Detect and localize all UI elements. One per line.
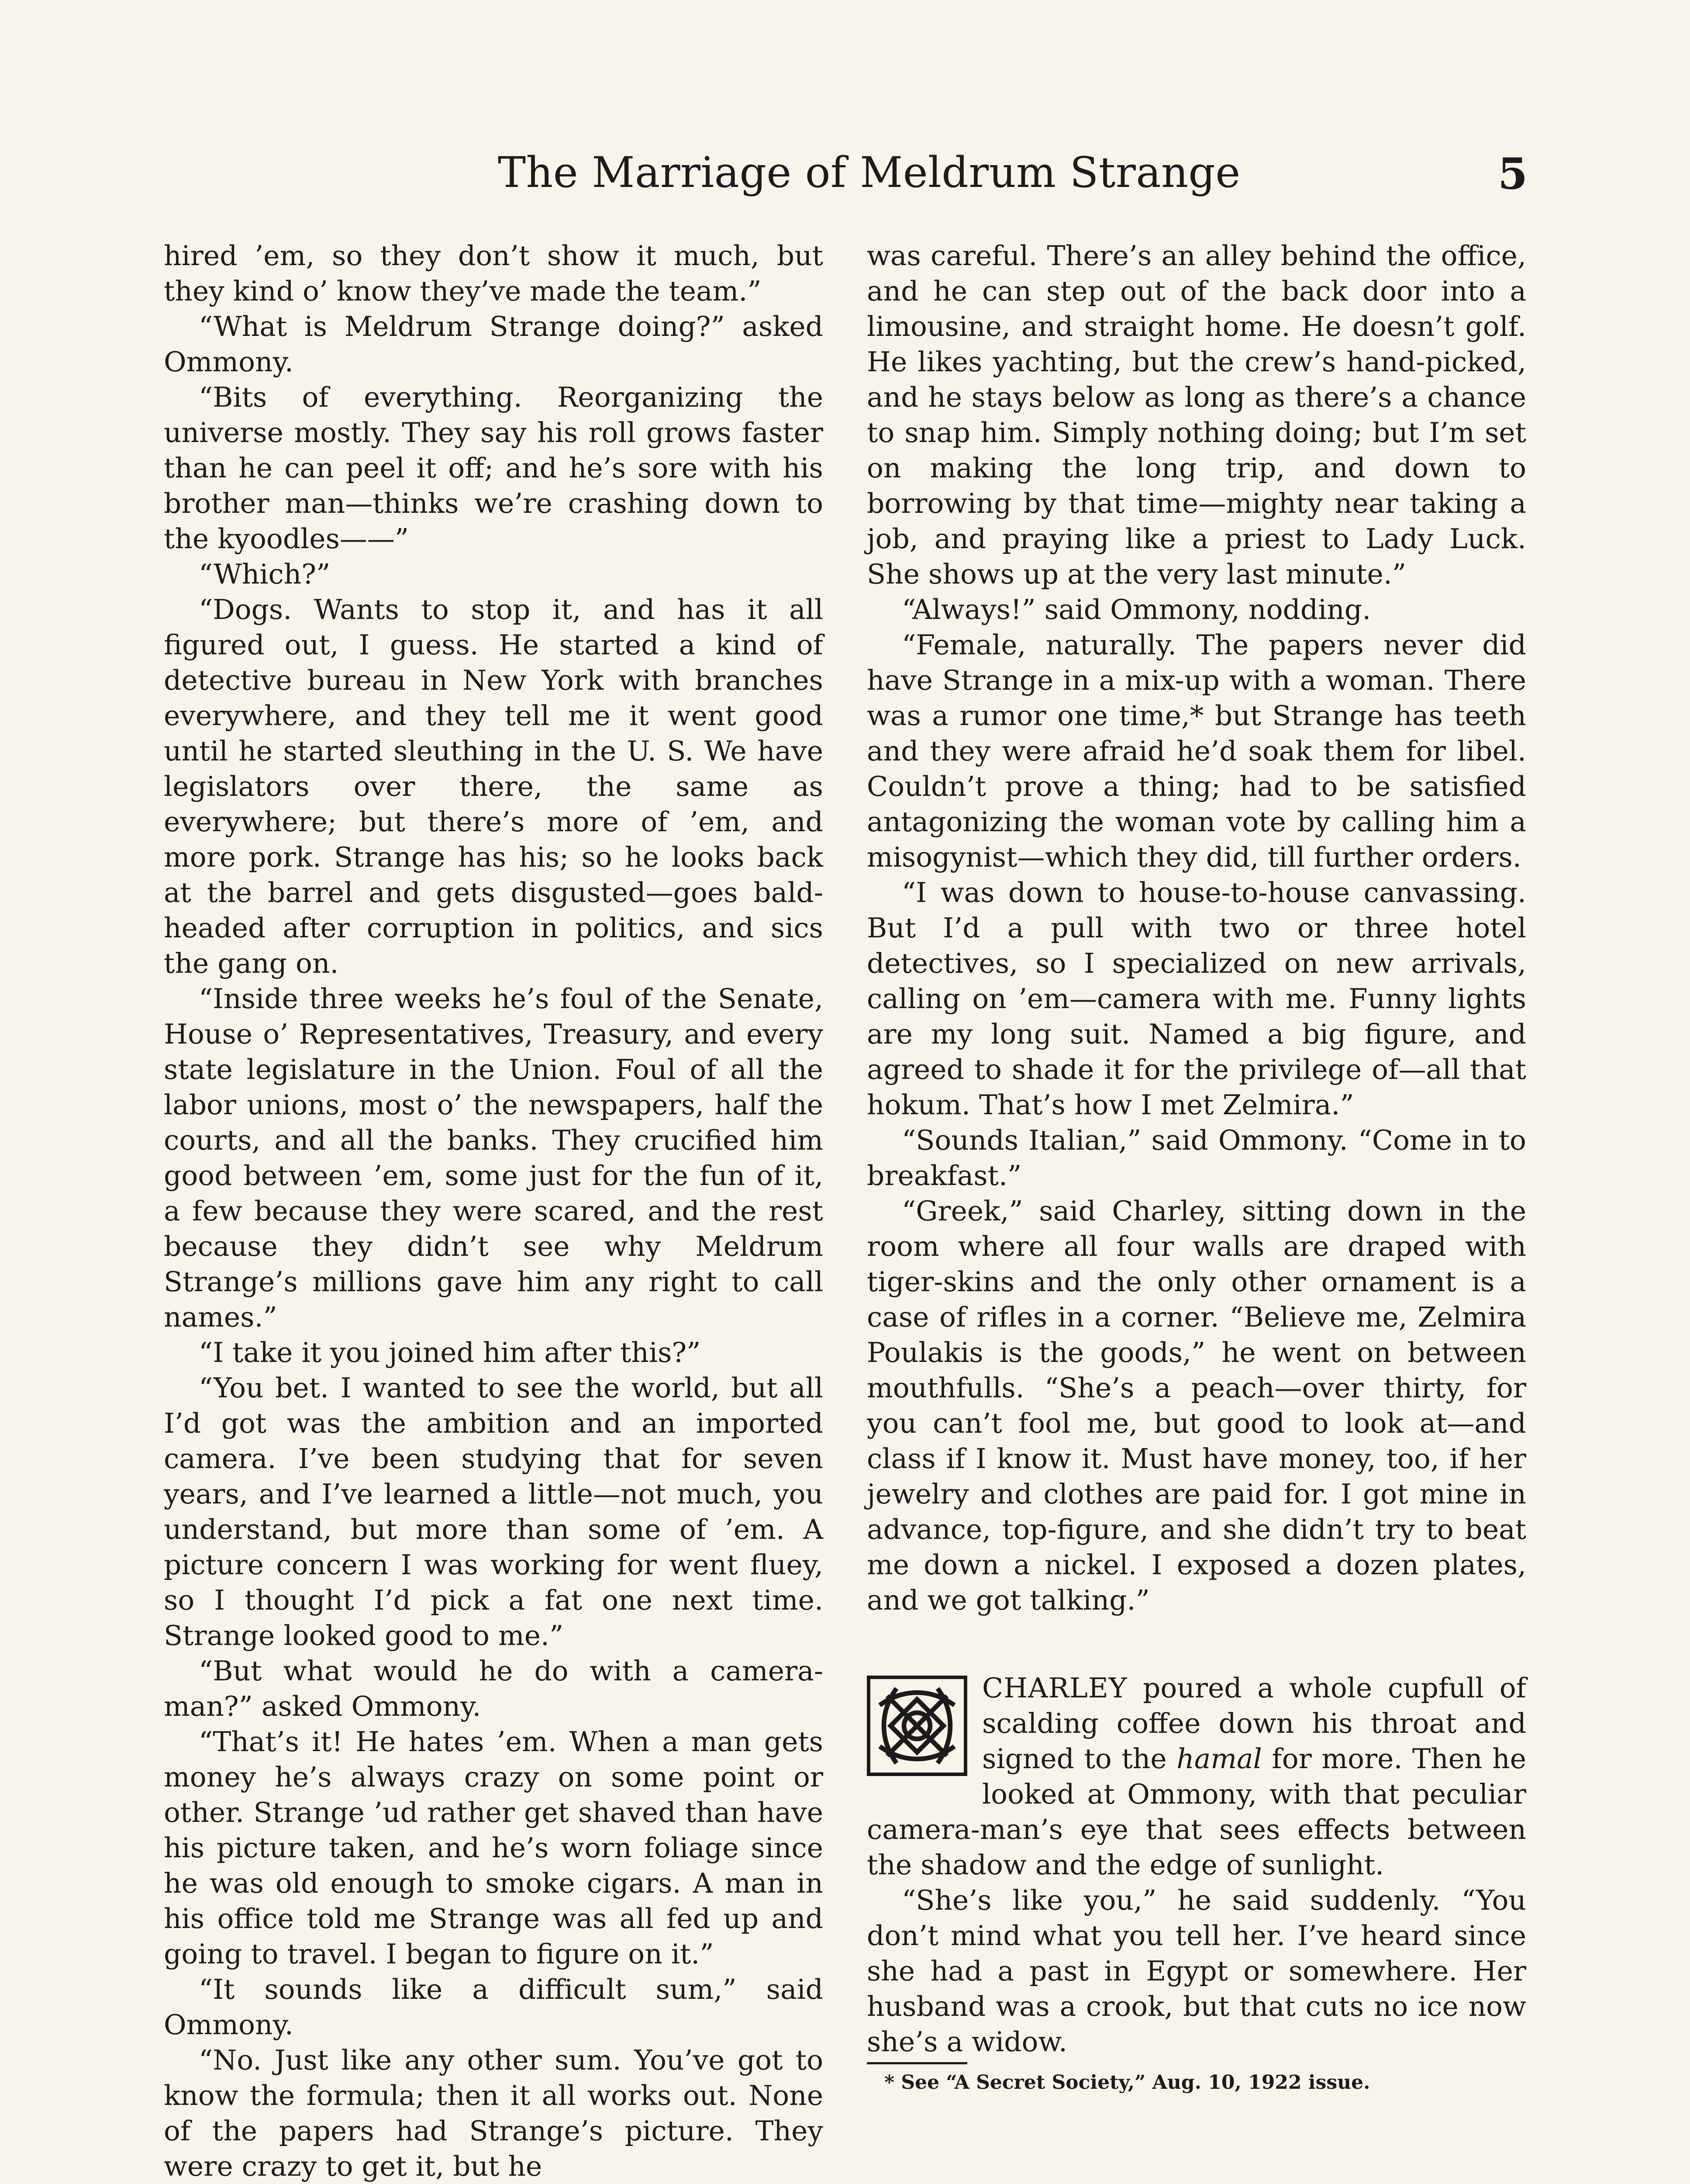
- page-number: 5: [1498, 149, 1528, 199]
- paragraph: “She’s like you,” he said suddenly. “You don’t mind what you tell her. I’ve heard since she had a past in Egypt or somewhere. Her husband was a crook, but that cuts no ice now she’s a widow.: [867, 1884, 1526, 2058]
- paragraph: “No. Just like any other sum. You’ve got to know the formula; then it all works out. None of the papers had Strange’s picture. They were crazy to get it, but he: [164, 2044, 823, 2182]
- section-lead-text-end: for more. Then he looked at Ommony, with that peculiar camera-man’s eye that sees effects between the shadow and the edge of sunlight.: [867, 1743, 1527, 1881]
- running-title: The Marriage of Meldrum Strange: [498, 148, 1241, 197]
- right-column: [867, 238, 1526, 2095]
- paragraph: “But what would he do with a camera-man?” asked Ommony.: [164, 1655, 823, 1722]
- paragraph: “It sounds like a difficult sum,” said Ommony.: [164, 1973, 823, 2041]
- footnote-rule: [867, 2062, 967, 2064]
- paragraph: was careful. There’s an alley behind the office, and he can step out of the back door into a limousine, and straight home. He doesn’t golf. He likes yachting, but the crew’s hand-picked, and he stays below as long as there’s a chance to snap him. Simply nothing doing; but I’m set on making the long trip, and down to borrowing by that time—mighty near taking a job, and praying like a priest to Lady Luck. She shows up at the very last minute.”: [867, 240, 1526, 590]
- paragraph: “Dogs. Wants to stop it, and has it all figured out, I guess. He started a kind of detective bureau in New York with branches everywhere, and they tell me it went good until he started sleuthing in the U. S. We have legislators over there, the same as everywhere; but there’s more of ’em, and more pork. Strange has his; so he looks back at the barrel and gets disgusted—goes bald-headed after corruption in politics, and sics the gang on.: [164, 594, 823, 979]
- section-break: [867, 1670, 1526, 1883]
- footnote: * See “A Secret Society,” Aug. 10, 1922 issue.: [884, 2071, 1370, 2094]
- paragraph: “You bet. I wanted to see the world, but all I’d got was the ambition and an imported camera. I’ve been studying that for seven years, and I’ve learned a little—not much, you understand, but more than some of ’em. A picture concern I was working for went fluey, so I thought I’d pick a fat one next time. Strange looked good to me.”: [164, 1372, 823, 1652]
- paragraph: “Always!” said Ommony, nodding.: [902, 594, 1371, 625]
- running-head: [0, 144, 1690, 201]
- paragraph: “Bits of everything. Reorganizing the universe mostly. They say his roll grows faster than he can peel it off; and he’s sore with his brother man—thinks we’re crashing down to the kyoodles——”: [164, 381, 823, 555]
- section-lead-word: CHARLEY: [982, 1672, 1128, 1704]
- section-lead-italic: hamal: [1176, 1743, 1262, 1775]
- paragraph: “I take it you joined him after this?”: [199, 1337, 701, 1368]
- paragraph: “Greek,” said Charley, sitting down in the room where all four walls are draped with tiger-skins and the only other ornament is a case of rifles in a corner. “Believe me, Zelmira Poulakis is the goods,” he went on between mouthfulls. “She’s a peach—over thirty, for you can’t fool me, but good to look at—and class if I know it. Must have money, too, if her jewelry and clothes are paid for. I got mine in advance, top-figure, and she didn’t try to beat me down a nickel. I exposed a dozen plates, and we got talking.”: [867, 1195, 1526, 1616]
- section-lead-text: poured a whole cupfull of scalding coffee down his throat and signed to the: [982, 1672, 1526, 1775]
- paragraph: “That’s it! He hates ’em. When a man gets money he’s always crazy on some point or other. Strange ’ud rather get shaved than have his picture taken, and he’s worn foliage since he was old enough to smoke cigars. A man in his office told me Strange was all fed up and going to travel. I began to figure on it.”: [164, 1726, 823, 1970]
- knot-glyph: [870, 1679, 964, 1773]
- paragraph: “Inside three weeks he’s foul of the Senate, House o’ Representatives, Treasury, and every state legislature in the Union. Foul of all the labor unions, most o’ the newspapers, half the courts, and all the banks. They crucified him good between ’em, some just for the fun of it, a few because they were scared, and the rest because they didn’t see why Meldrum Strange’s millions gave him any right to call names.”: [164, 983, 823, 1333]
- paragraph: “Female, naturally. The papers never did have Strange in a mix-up with a woman. There was a rumor one time,* but Strange has teeth and they were afraid he’d soak them for libel. Couldn’t prove a thing; had to be satisfied antagonizing the woman vote by calling him a misogynist—which they did, till further orders.: [867, 629, 1526, 873]
- paragraph: “Which?”: [199, 558, 331, 590]
- celtic-knot-ornament-icon: [867, 1676, 967, 1776]
- paragraph: hired ’em, so they don’t show it much, but they kind o’ know they’ve made the team.”: [164, 240, 823, 307]
- paragraph: “What is Meldrum Strange doing?” asked Ommony.: [164, 311, 823, 378]
- left-column: [164, 238, 823, 2184]
- paragraph: “Sounds Italian,” said Ommony. “Come in to breakfast.”: [867, 1124, 1526, 1192]
- paragraph: “I was down to house-to-house canvassing. But I’d a pull with two or three hotel detectives, so I specialized on new arrivals, calling on ’em—camera with me. Funny lights are my long suit. Named a big figure, and agreed to shade it for the privilege of—all that hokum. That’s how I met Zelmira.”: [867, 877, 1526, 1121]
